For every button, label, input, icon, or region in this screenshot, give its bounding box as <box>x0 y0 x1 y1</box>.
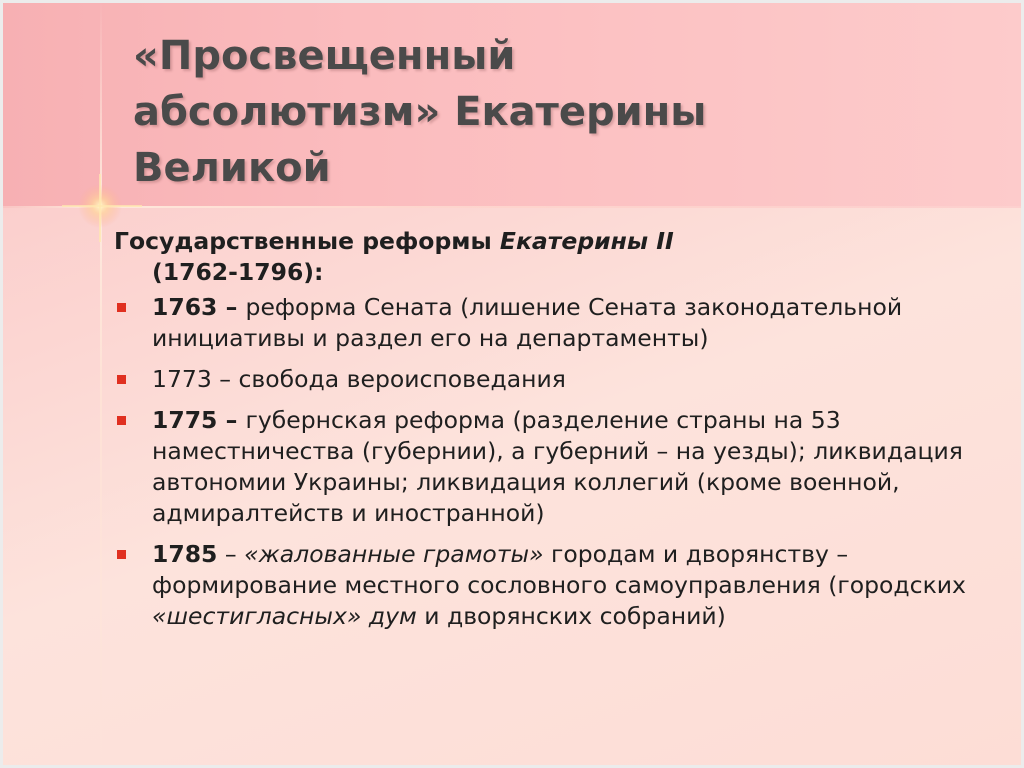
bullet-icon <box>117 550 126 559</box>
title-line-3: Великой <box>133 145 331 191</box>
item-year: 1775 <box>152 406 218 434</box>
item-year: 1785 <box>152 540 218 568</box>
item-text: губернская реформа (разделение страны на 53 наместничества (губернии), а губерний – на уезды); ликвидация автономии Украины; ликвидация коллегий (кроме военной, адмиралтейств и иностранной) <box>152 406 963 527</box>
bullet-icon <box>117 303 126 312</box>
title-line-1: «Просвещенный <box>133 33 516 79</box>
item-dash: – <box>217 406 246 434</box>
slide-content <box>114 226 994 642</box>
title-line-2: абсолютизм» Екатерины <box>133 89 707 135</box>
item-text: городам и дворянству – формирование местного сословного самоуправления (городских <box>152 540 966 599</box>
lead-text: Государственные реформы <box>114 227 500 255</box>
item-emphasis: «шестигласных» дум <box>152 602 417 630</box>
list-item <box>114 292 994 354</box>
slide-title <box>133 28 953 196</box>
lead-dates: (1762-1796): <box>152 258 324 286</box>
item-dash: – <box>217 540 245 568</box>
list-item <box>114 364 994 395</box>
item-text: 1773 – свобода вероисповедания <box>152 365 566 393</box>
item-text: и дворянских собраний) <box>416 602 726 630</box>
lead-emphasis: Екатерины II <box>499 227 674 255</box>
item-year: 1763 <box>152 293 218 321</box>
bullet-icon <box>117 375 126 384</box>
item-dash: – <box>217 293 246 321</box>
item-emphasis: «жалованные грамоты» <box>244 540 544 568</box>
bullet-icon <box>117 416 126 425</box>
list-item <box>114 539 994 632</box>
reform-list <box>114 292 994 632</box>
item-text: реформа Сената (лишение Сената законодательной инициативы и раздел его на департаменты) <box>152 293 903 352</box>
list-item <box>114 405 994 529</box>
lead-heading <box>114 226 994 288</box>
